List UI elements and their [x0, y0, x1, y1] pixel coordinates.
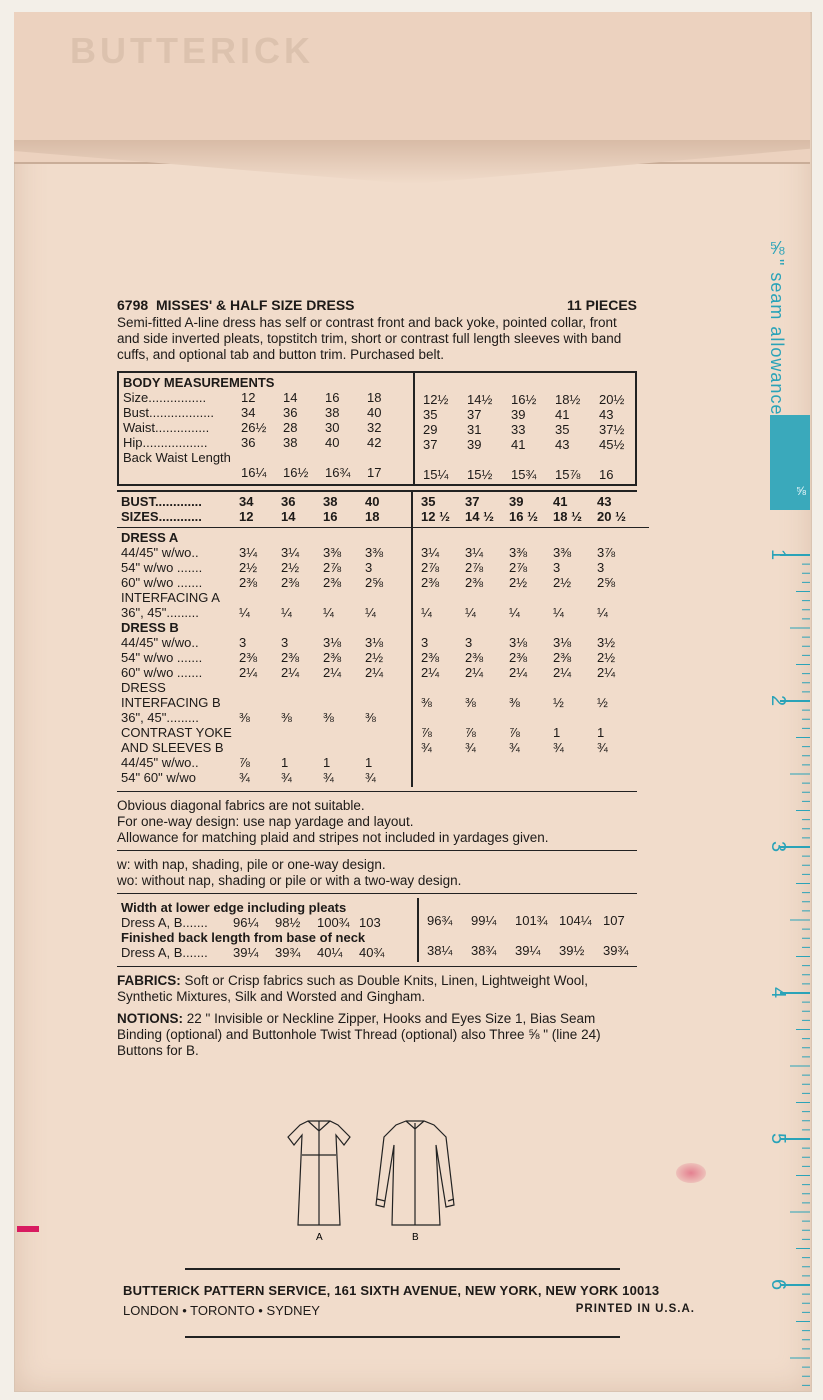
cell-value: 30 — [325, 420, 340, 435]
cell-value: 1 — [281, 755, 289, 770]
measurement-row — [423, 437, 643, 452]
cell-value: 3⅛ — [323, 635, 342, 650]
cell-value: ⅜ — [239, 710, 250, 725]
cell-value: ¾ — [239, 770, 250, 785]
yardage-row — [121, 710, 407, 725]
ruler-strip-label: ⅝ — [796, 484, 807, 498]
cell-value: 2⅜ — [421, 575, 440, 590]
row-label: BUST............. — [121, 494, 202, 509]
ruler-number: 6 — [767, 1279, 789, 1291]
cell-value: 3½ — [597, 635, 616, 650]
cell-value: 37 — [467, 407, 482, 422]
cell-value: ¼ — [323, 605, 334, 620]
measurement-row — [423, 392, 643, 407]
cell-value: 16½ — [283, 465, 309, 480]
cell-value: 2⅜ — [465, 650, 484, 665]
notions-section: NOTIONS: 22 " Invisible or Neckline Zipper, Hooks and Eyes Size 1, Bias Seam Binding (optional) and Buttonhole Twist Thread (optional) also Three ⅝ " (line 24) Buttons for B. — [117, 1011, 601, 1058]
cell-value: 34 — [239, 494, 254, 509]
row-label: 54" 60" w/wo — [121, 770, 196, 785]
cell-value: 2⅜ — [323, 575, 342, 590]
cell-value: ¾ — [323, 770, 334, 785]
cell-value: 36 — [281, 494, 296, 509]
cell-value: 2⅜ — [239, 575, 258, 590]
cell-value: ¼ — [465, 605, 476, 620]
cell-value: 18½ — [555, 392, 581, 407]
sizes-row — [121, 509, 407, 524]
cell-value: 43 — [599, 407, 614, 422]
yardage-row — [121, 755, 407, 770]
cell-value: ⅞ — [465, 725, 476, 740]
cell-value: 100¾ — [317, 915, 350, 930]
cell-value: 16 — [323, 509, 338, 524]
cell-value: 38¼ — [427, 943, 453, 958]
yardage-row — [421, 665, 641, 680]
footer-bottom-rule — [185, 1336, 620, 1338]
row-label: Hip.................. — [123, 435, 208, 450]
measurement-row — [123, 405, 409, 420]
note-line: Obvious diagonal fabrics are not suitable. — [117, 798, 365, 813]
cell-value: ⅜ — [323, 710, 334, 725]
cell-value: 16¾ — [325, 465, 351, 480]
cell-value: 31 — [467, 422, 482, 437]
cell-value: 16 ½ — [509, 509, 538, 524]
bust-row — [421, 494, 641, 509]
cell-value: 2¼ — [365, 665, 384, 680]
fabrics-section: FABRICS: Soft or Crisp fabrics such as Double Knits, Linen, Lightweight Wool, Synthetic Mixtures, Silk and Worsted and Gingham. — [117, 973, 588, 1004]
cell-value: 3 — [421, 635, 429, 650]
cell-value: ⅞ — [509, 725, 520, 740]
cell-value: 2⅜ — [553, 650, 572, 665]
cell-value: 3 — [239, 635, 247, 650]
row-label: DRESS A — [121, 530, 179, 545]
yardage-row — [421, 725, 641, 740]
cell-value: 104¼ — [559, 913, 592, 928]
cell-value: 3⅛ — [365, 635, 384, 650]
sizes-row — [421, 509, 641, 524]
cell-value: 103 — [359, 915, 381, 930]
yardage-row — [121, 680, 407, 710]
cell-value: 16½ — [511, 392, 537, 407]
row-label: 60" w/wo ....... — [121, 665, 203, 680]
row-label: 44/45" w/wo.. — [121, 755, 199, 770]
yardage-row — [121, 770, 407, 785]
cell-value: 3¼ — [421, 545, 440, 560]
row-label: 44/45" w/wo.. — [121, 545, 199, 560]
width-length-table — [117, 898, 637, 962]
cell-value: 41 — [555, 407, 570, 422]
cell-value: 14 — [283, 390, 298, 405]
bust-row — [121, 494, 407, 509]
cell-value: 36 — [241, 435, 256, 450]
row-label: Bust.................. — [123, 405, 215, 420]
cell-value: ¼ — [553, 605, 564, 620]
cell-value: ¼ — [239, 605, 250, 620]
body-measurements-table — [117, 371, 637, 486]
cell-value: 107 — [603, 913, 625, 928]
yardage-row — [121, 725, 407, 755]
yardage-row — [421, 575, 641, 590]
cell-value: 12 ½ — [421, 509, 450, 524]
row-label: SIZES............ — [121, 509, 202, 524]
row-label: 36", 45"......... — [121, 710, 199, 725]
pattern-header — [117, 298, 637, 313]
row-label: Size................ — [123, 390, 207, 405]
row-label: Finished back length from base of neck — [121, 930, 366, 945]
cell-value: 15⅞ — [555, 467, 581, 482]
cell-value: 3 — [553, 560, 561, 575]
cell-value: ¾ — [509, 740, 520, 755]
pink-marker — [17, 1226, 39, 1232]
nap-note-line: wo: without nap, shading or pile or with a two-way design. — [117, 873, 462, 888]
cell-value: ⅜ — [365, 710, 376, 725]
cell-value: 15¾ — [511, 467, 537, 482]
cell-value: ¼ — [365, 605, 376, 620]
cell-value: 2¼ — [421, 665, 440, 680]
cell-value: 2⅞ — [509, 560, 528, 575]
pattern-title: MISSES' & HALF SIZE DRESS — [155, 297, 355, 313]
cell-value: 18 — [365, 509, 380, 524]
cell-value: 40¾ — [359, 945, 385, 960]
footer — [123, 1283, 695, 1318]
length-row — [121, 945, 413, 960]
cell-value: 2½ — [597, 650, 616, 665]
cell-value: 40 — [365, 494, 380, 509]
cell-value: 2¼ — [597, 665, 616, 680]
cell-value: 28 — [283, 420, 298, 435]
yardage-row — [121, 635, 407, 650]
ruler-number: 2 — [767, 695, 789, 707]
yardage-row — [121, 665, 407, 680]
cell-value: 3¼ — [239, 545, 258, 560]
row-label: 54" w/wo ....... — [121, 650, 203, 665]
row-label: Waist............... — [123, 420, 210, 435]
cell-value: 3⅜ — [509, 545, 528, 560]
cell-value: 39¾ — [603, 943, 629, 958]
measurement-row — [123, 435, 409, 450]
cell-value: 98½ — [275, 915, 301, 930]
cell-value: 16 — [325, 390, 340, 405]
cell-value: 38¾ — [471, 943, 497, 958]
cell-value: ½ — [597, 695, 608, 710]
cell-value: 3⅜ — [365, 545, 384, 560]
ruler-number: 3 — [767, 841, 789, 853]
cell-value: 33 — [511, 422, 526, 437]
cell-value: ¼ — [597, 605, 608, 620]
illustration-label-b: B — [412, 1232, 419, 1243]
cell-value: 1 — [553, 725, 561, 740]
cell-value: 40 — [367, 405, 382, 420]
yardage-row — [421, 605, 641, 620]
ruler-number: 5 — [767, 1133, 789, 1145]
cell-value: 96¼ — [233, 915, 259, 930]
row-label: DRESS INTERFACING B — [121, 680, 221, 710]
cell-value: 26½ — [241, 420, 267, 435]
cell-value: 3 — [465, 635, 473, 650]
cell-value: 1 — [323, 755, 331, 770]
cell-value: ¾ — [365, 770, 376, 785]
cell-value: ¾ — [597, 740, 608, 755]
cell-value: 15¼ — [423, 467, 449, 482]
yardage-row — [121, 605, 407, 620]
row-label: 54" w/wo ....... — [121, 560, 203, 575]
nap-note-line: w: with nap, shading, pile or one-way design. — [117, 857, 386, 872]
yardage-row — [421, 635, 641, 650]
back-waist-row — [123, 465, 409, 480]
cell-value: 2¼ — [239, 665, 258, 680]
cell-value: 38 — [323, 494, 338, 509]
cell-value: 45½ — [599, 437, 625, 452]
cell-value: 3 — [597, 560, 605, 575]
yardage-row — [121, 530, 407, 545]
cell-value: 3⅛ — [509, 635, 528, 650]
cell-value: 20½ — [599, 392, 625, 407]
yardage-row — [121, 590, 407, 605]
cell-value: 2¼ — [465, 665, 484, 680]
cell-value: 3¼ — [281, 545, 300, 560]
cell-value: 16¼ — [241, 465, 267, 480]
measurement-row — [423, 407, 643, 422]
pattern-info — [117, 298, 637, 1059]
cell-value: 37½ — [599, 422, 625, 437]
cell-value: 2⅜ — [421, 650, 440, 665]
cell-value: ¾ — [553, 740, 564, 755]
width-title — [121, 900, 413, 915]
cell-value: 99¼ — [471, 913, 497, 928]
cell-value: 2⅜ — [239, 650, 258, 665]
ruler-number: 4 — [767, 987, 789, 999]
cell-value: 2¼ — [553, 665, 572, 680]
cell-value: 39¾ — [275, 945, 301, 960]
cell-value: 16 — [599, 467, 614, 482]
note-line: Allowance for matching plaid and stripes not included in yardages given. — [117, 830, 549, 845]
cell-value: 35 — [421, 494, 436, 509]
yardage-row — [421, 740, 641, 755]
cell-value: ¼ — [281, 605, 292, 620]
pattern-description: Semi-fitted A-line dress has self or contrast front and back yoke, pointed collar, front and side inverted pleats, topstitch trim, short or contrast full length sleeves with band cuffs, and optional tab and button trim. Purchased belt. — [117, 315, 622, 362]
cell-value: 2¼ — [509, 665, 528, 680]
pink-smudge — [676, 1163, 706, 1183]
width-row — [427, 913, 647, 928]
cell-value: 39½ — [559, 943, 585, 958]
cell-value: 12 — [241, 390, 256, 405]
cell-value: 18 — [367, 390, 382, 405]
row-label: 36", 45"......... — [121, 605, 199, 620]
yardage-row — [121, 560, 407, 575]
cell-value: 18 ½ — [553, 509, 582, 524]
yardage-row — [121, 620, 407, 635]
cell-value: 32 — [367, 420, 382, 435]
cell-value: 2½ — [365, 650, 384, 665]
measurement-row — [423, 422, 643, 437]
cell-value: ¾ — [281, 770, 292, 785]
cell-value: 41 — [511, 437, 526, 452]
cell-value: 3⅞ — [597, 545, 616, 560]
cities: LONDON • TORONTO • SYDNEY — [123, 1303, 320, 1318]
yardage-table — [117, 490, 637, 787]
cell-value: 40 — [325, 435, 340, 450]
cell-value: 37 — [423, 437, 438, 452]
row-label: Dress A, B....... — [121, 915, 208, 930]
cell-value: 1 — [365, 755, 373, 770]
cell-value: 2⅝ — [597, 575, 616, 590]
cell-value: 35 — [423, 407, 438, 422]
cell-value: 14½ — [467, 392, 493, 407]
cell-value: 36 — [283, 405, 298, 420]
cell-value: 3⅛ — [553, 635, 572, 650]
cell-value: 2⅞ — [421, 560, 440, 575]
cell-value: ½ — [553, 695, 564, 710]
cell-value: 2½ — [553, 575, 572, 590]
notes — [117, 798, 637, 846]
cell-value: 42 — [367, 435, 382, 450]
cell-value: 20 ½ — [597, 509, 626, 524]
cell-value: 39 — [511, 407, 526, 422]
cell-value: 96¾ — [427, 913, 453, 928]
row-label: 44/45" w/wo.. — [121, 635, 199, 650]
cell-value: 40¼ — [317, 945, 343, 960]
cell-value: 12½ — [423, 392, 449, 407]
cell-value: ¼ — [509, 605, 520, 620]
cell-value: 14 ½ — [465, 509, 494, 524]
nap-notes — [117, 857, 637, 889]
yardage-row — [421, 650, 641, 665]
cell-value: 3 — [365, 560, 373, 575]
cell-value: 3⅜ — [553, 545, 572, 560]
row-label — [123, 465, 241, 480]
yardage-row — [421, 560, 641, 575]
pieces-count: 11 PIECES — [566, 297, 637, 313]
dress-illustration — [280, 1115, 460, 1245]
cell-value: 37 — [465, 494, 480, 509]
cell-value: ⅜ — [465, 695, 476, 710]
cell-value: 39 — [509, 494, 524, 509]
cell-value: 41 — [553, 494, 568, 509]
length-title — [121, 930, 413, 945]
row-label: Width at lower edge including pleats — [121, 900, 347, 915]
cell-value: 2½ — [281, 560, 300, 575]
seam-allowance-label: ⅝" seam allowance — [767, 238, 787, 416]
cell-value: 39¼ — [233, 945, 259, 960]
cell-value: ¾ — [465, 740, 476, 755]
cell-value: 29 — [423, 422, 438, 437]
cell-value: 34 — [241, 405, 256, 420]
cell-value: 3⅜ — [323, 545, 342, 560]
cell-value: 2⅞ — [323, 560, 342, 575]
yardage-row — [121, 650, 407, 665]
cell-value: 2¼ — [323, 665, 342, 680]
footer-top-rule — [185, 1268, 620, 1270]
cell-value: 2⅝ — [365, 575, 384, 590]
cell-value: ⅜ — [421, 695, 432, 710]
cell-value: ¼ — [421, 605, 432, 620]
width-row — [121, 915, 413, 930]
pattern-number: 6798 — [117, 297, 149, 313]
yardage-row — [421, 695, 641, 710]
row-label: CONTRAST YOKE AND SLEEVES B — [121, 725, 232, 755]
cell-value: 38 — [325, 405, 340, 420]
row-label: Dress A, B....... — [121, 945, 208, 960]
cell-value: 2⅜ — [323, 650, 342, 665]
publisher-address: BUTTERICK PATTERN SERVICE, 161 SIXTH AVENUE, NEW YORK, NEW YORK 10013 — [123, 1283, 660, 1298]
cell-value: 2¼ — [281, 665, 300, 680]
cell-value: 39¼ — [515, 943, 541, 958]
cell-value: ⅜ — [281, 710, 292, 725]
back-waist-label — [123, 450, 409, 465]
cell-value: 2⅜ — [509, 650, 528, 665]
measurement-row — [123, 390, 409, 405]
cell-value: 43 — [555, 437, 570, 452]
cell-value: 2½ — [509, 575, 528, 590]
body-measurements-title: BODY MEASUREMENTS — [123, 375, 275, 390]
cell-value: ⅞ — [239, 755, 250, 770]
cell-value: 15½ — [467, 467, 493, 482]
yardage-row — [421, 545, 641, 560]
cell-value: 2⅞ — [465, 560, 484, 575]
cell-value: 12 — [239, 509, 254, 524]
cell-value: 2⅜ — [281, 650, 300, 665]
cell-value: ⅜ — [509, 695, 520, 710]
ghost-print: BUTTERICK — [70, 30, 314, 71]
ruler-number: 1 — [767, 549, 789, 561]
cell-value: 2⅜ — [465, 575, 484, 590]
cell-value: 1 — [597, 725, 605, 740]
measuring-ruler — [767, 415, 810, 1390]
cell-value: ⅞ — [421, 725, 432, 740]
cell-value: 14 — [281, 509, 296, 524]
row-label: 60" w/wo ....... — [121, 575, 203, 590]
cell-value: 2½ — [239, 560, 258, 575]
cell-value: 43 — [597, 494, 612, 509]
length-row — [427, 943, 647, 958]
cell-value: 35 — [555, 422, 570, 437]
cell-value: 3¼ — [465, 545, 484, 560]
printed-in: PRINTED IN U.S.A. — [575, 1303, 695, 1315]
cell-value: 101¾ — [515, 913, 548, 928]
cell-value: 2⅜ — [281, 575, 300, 590]
cell-value: 38 — [283, 435, 298, 450]
illustration-label-a: A — [316, 1232, 323, 1243]
note-line: For one-way design: use nap yardage and layout. — [117, 814, 414, 829]
cell-value: ¾ — [421, 740, 432, 755]
back-waist-row — [423, 467, 643, 482]
yardage-row — [121, 545, 407, 560]
cell-value: 3 — [281, 635, 289, 650]
cell-value: 39 — [467, 437, 482, 452]
row-label: INTERFACING A — [121, 590, 220, 605]
yardage-row — [121, 575, 407, 590]
measurement-row — [123, 420, 409, 435]
cell-value: 17 — [367, 465, 382, 480]
row-label: Back Waist Length — [123, 450, 231, 465]
row-label: DRESS B — [121, 620, 179, 635]
